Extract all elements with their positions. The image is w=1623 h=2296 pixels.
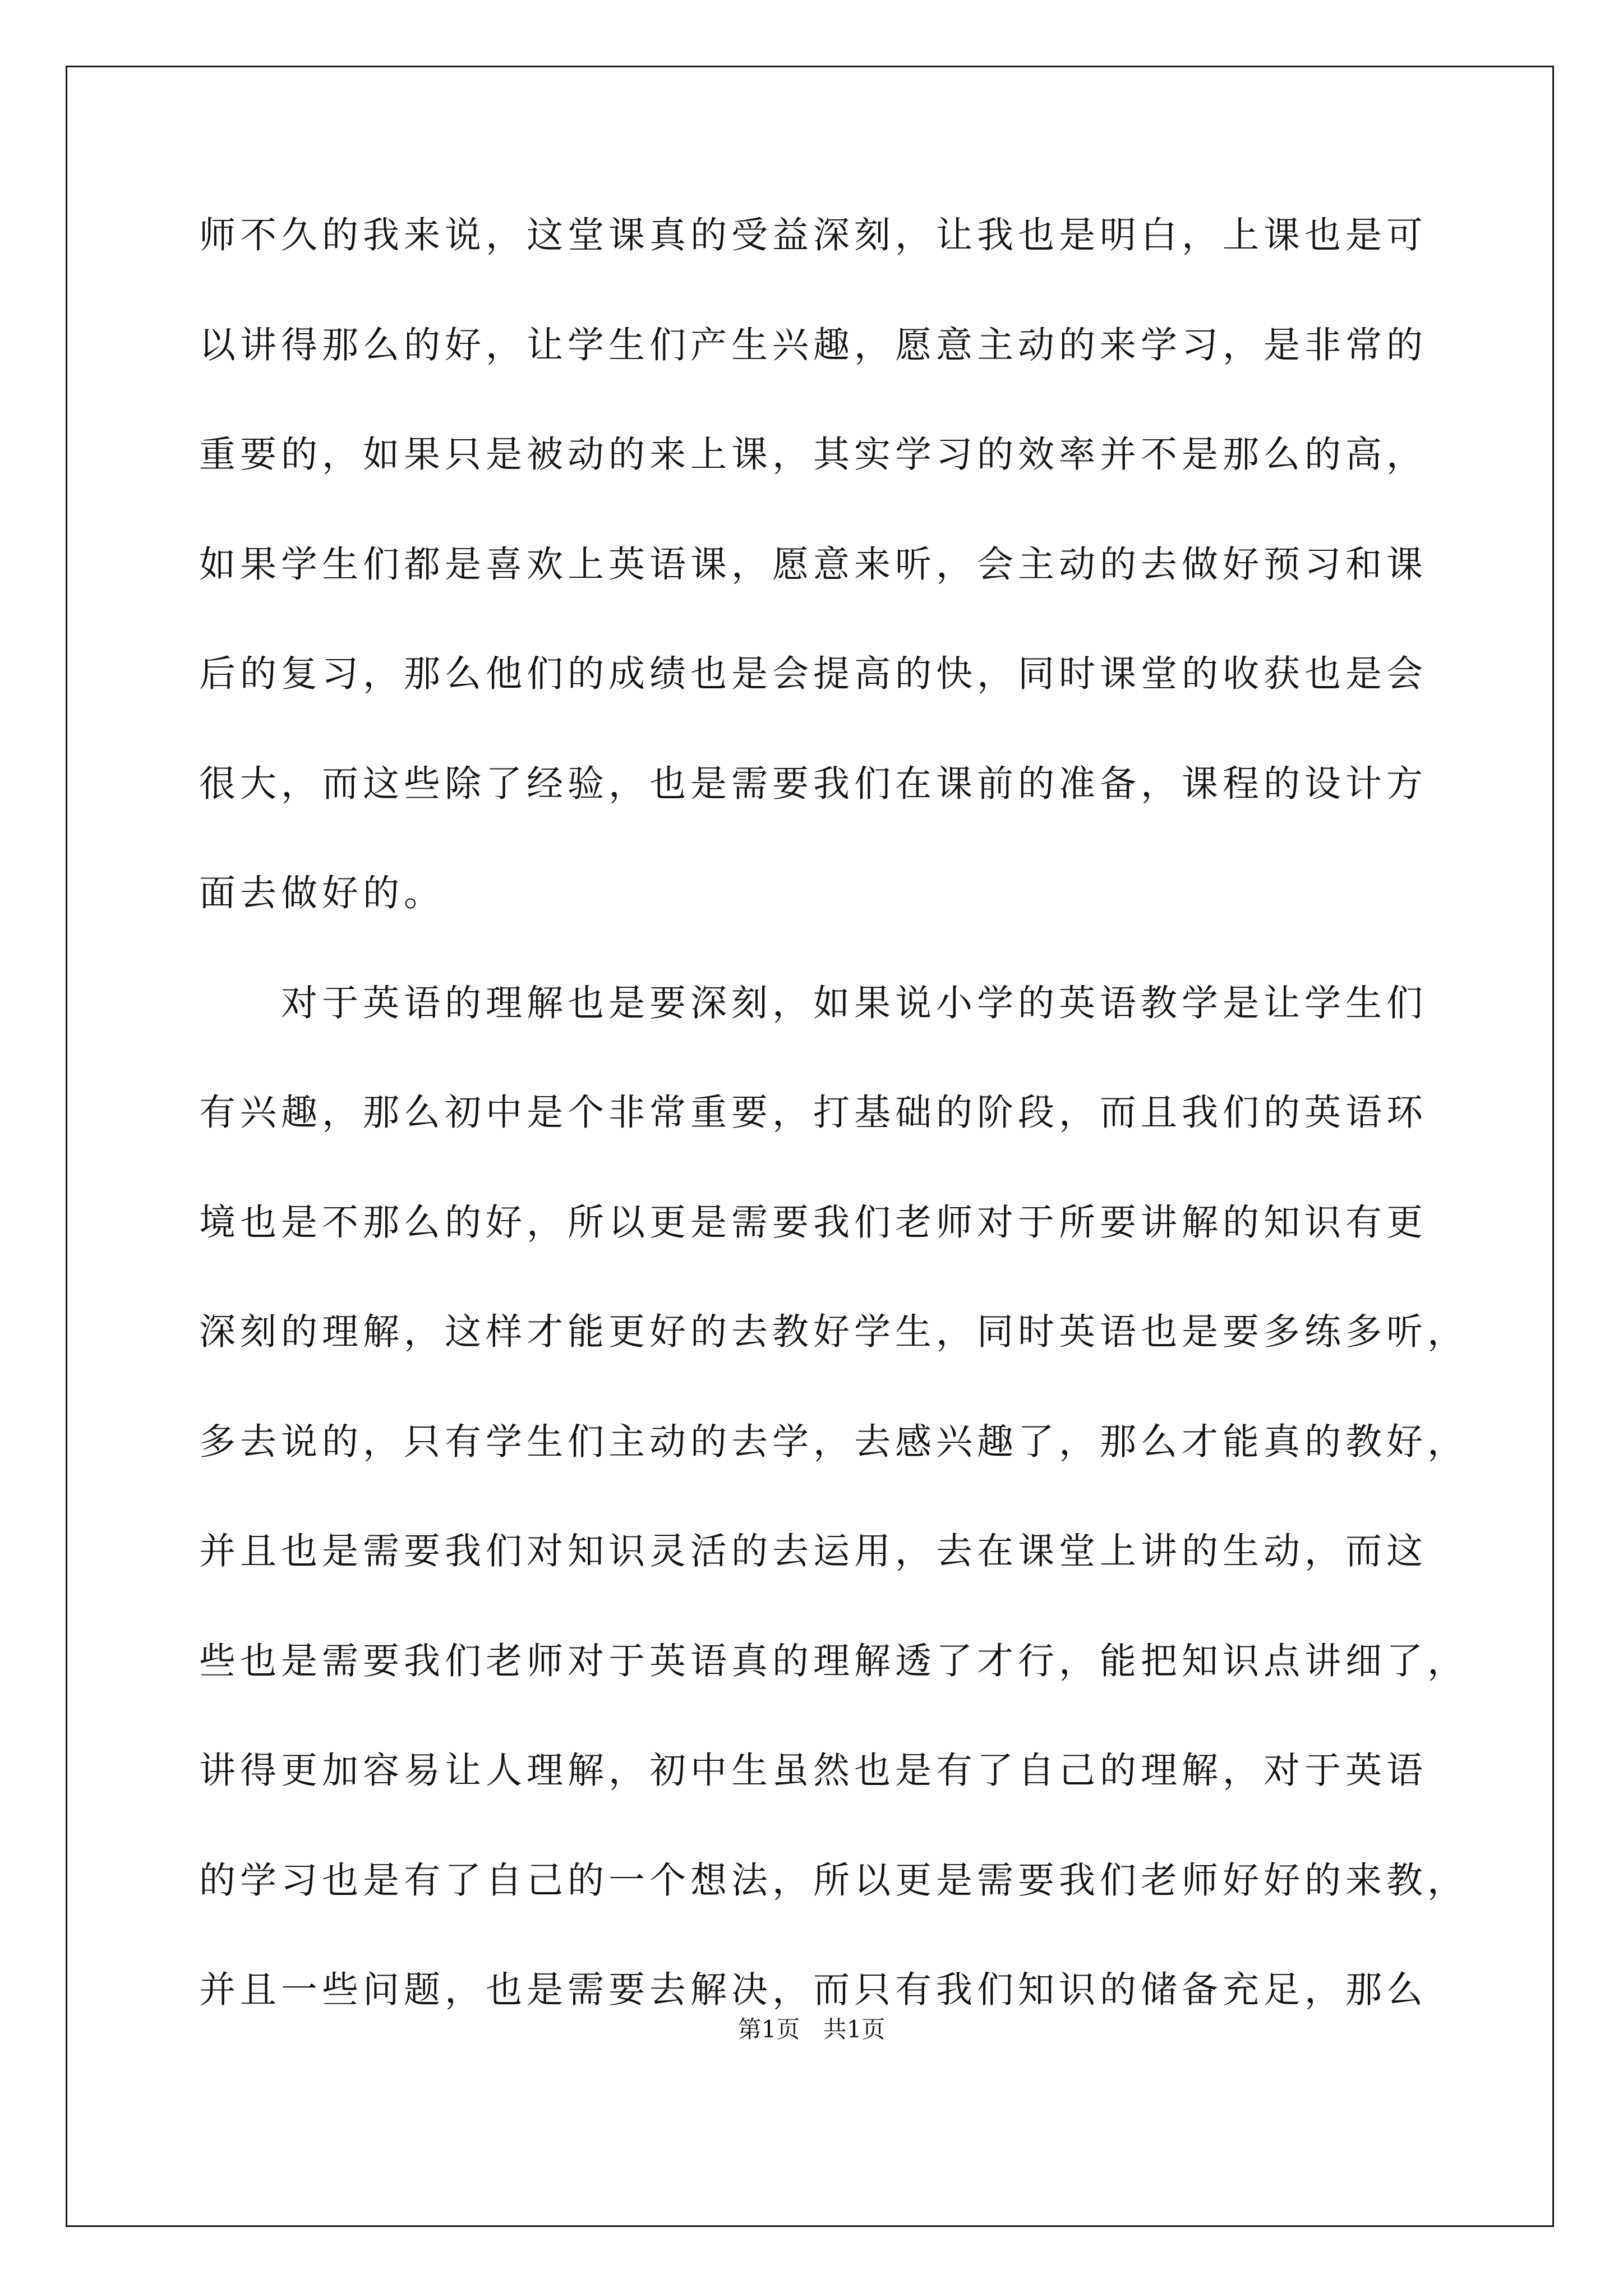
text-line: 以讲得那么的好，让学生们产生兴趣，愿意主动的来学习，是非常的 xyxy=(199,324,1428,366)
text-line: 重要的，如果只是被动的来上课，其实学习的效率并不是那么的高， xyxy=(199,434,1428,476)
document-body xyxy=(199,205,1469,2069)
text-line: 深刻的理解，这样才能更好的去教好学生，同时英语也是要多练多听， xyxy=(199,1311,1469,1353)
text-line: 讲得更加容易让人理解，初中生虽然也是有了自己的理解，对于英语 xyxy=(199,1750,1428,1792)
text-line: 如果学生们都是喜欢上英语课，愿意来听，会主动的去做好预习和课 xyxy=(199,543,1428,586)
text-line: 些也是需要我们老师对于英语真的理解透了才行，能把知识点讲细了， xyxy=(199,1640,1469,1682)
text-line: 对于英语的理解也是要深刻，如果说小学的英语教学是让学生们 xyxy=(199,982,1428,1024)
text-line: 境也是不那么的好，所以更是需要我们老师对于所要讲解的知识有更 xyxy=(199,1201,1428,1244)
text-line: 有兴趣，那么初中是个非常重要，打基础的阶段，而且我们的英语环 xyxy=(199,1092,1428,1134)
text-line: 很大，而这些除了经验，也是需要我们在课前的准备，课程的设计方 xyxy=(199,762,1428,805)
text-line: 并且一些问题，也是需要去解决，而只有我们知识的储备充足，那么 xyxy=(199,1969,1428,2011)
text-line: 后的复习，那么他们的成绩也是会提高的快，同时课堂的收获也是会 xyxy=(199,653,1428,695)
text-line: 多去说的，只有学生们主动的去学，去感兴趣了，那么才能真的教好， xyxy=(199,1420,1469,1463)
page-number: 第1页 xyxy=(737,2016,800,2043)
page-total: 共1页 xyxy=(823,2016,886,2043)
page-footer xyxy=(0,2011,1623,2045)
text-line: 并且也是需要我们对知识灵活的去运用，去在课堂上讲的生动，而这 xyxy=(199,1530,1428,1572)
text-line: 师不久的我来说，这堂课真的受益深刻，让我也是明白，上课也是可 xyxy=(199,214,1428,256)
text-line: 面去做好的。 xyxy=(199,872,445,914)
text-line: 的学习也是有了自己的一个想法，所以更是需要我们老师好好的来教， xyxy=(199,1859,1469,1902)
